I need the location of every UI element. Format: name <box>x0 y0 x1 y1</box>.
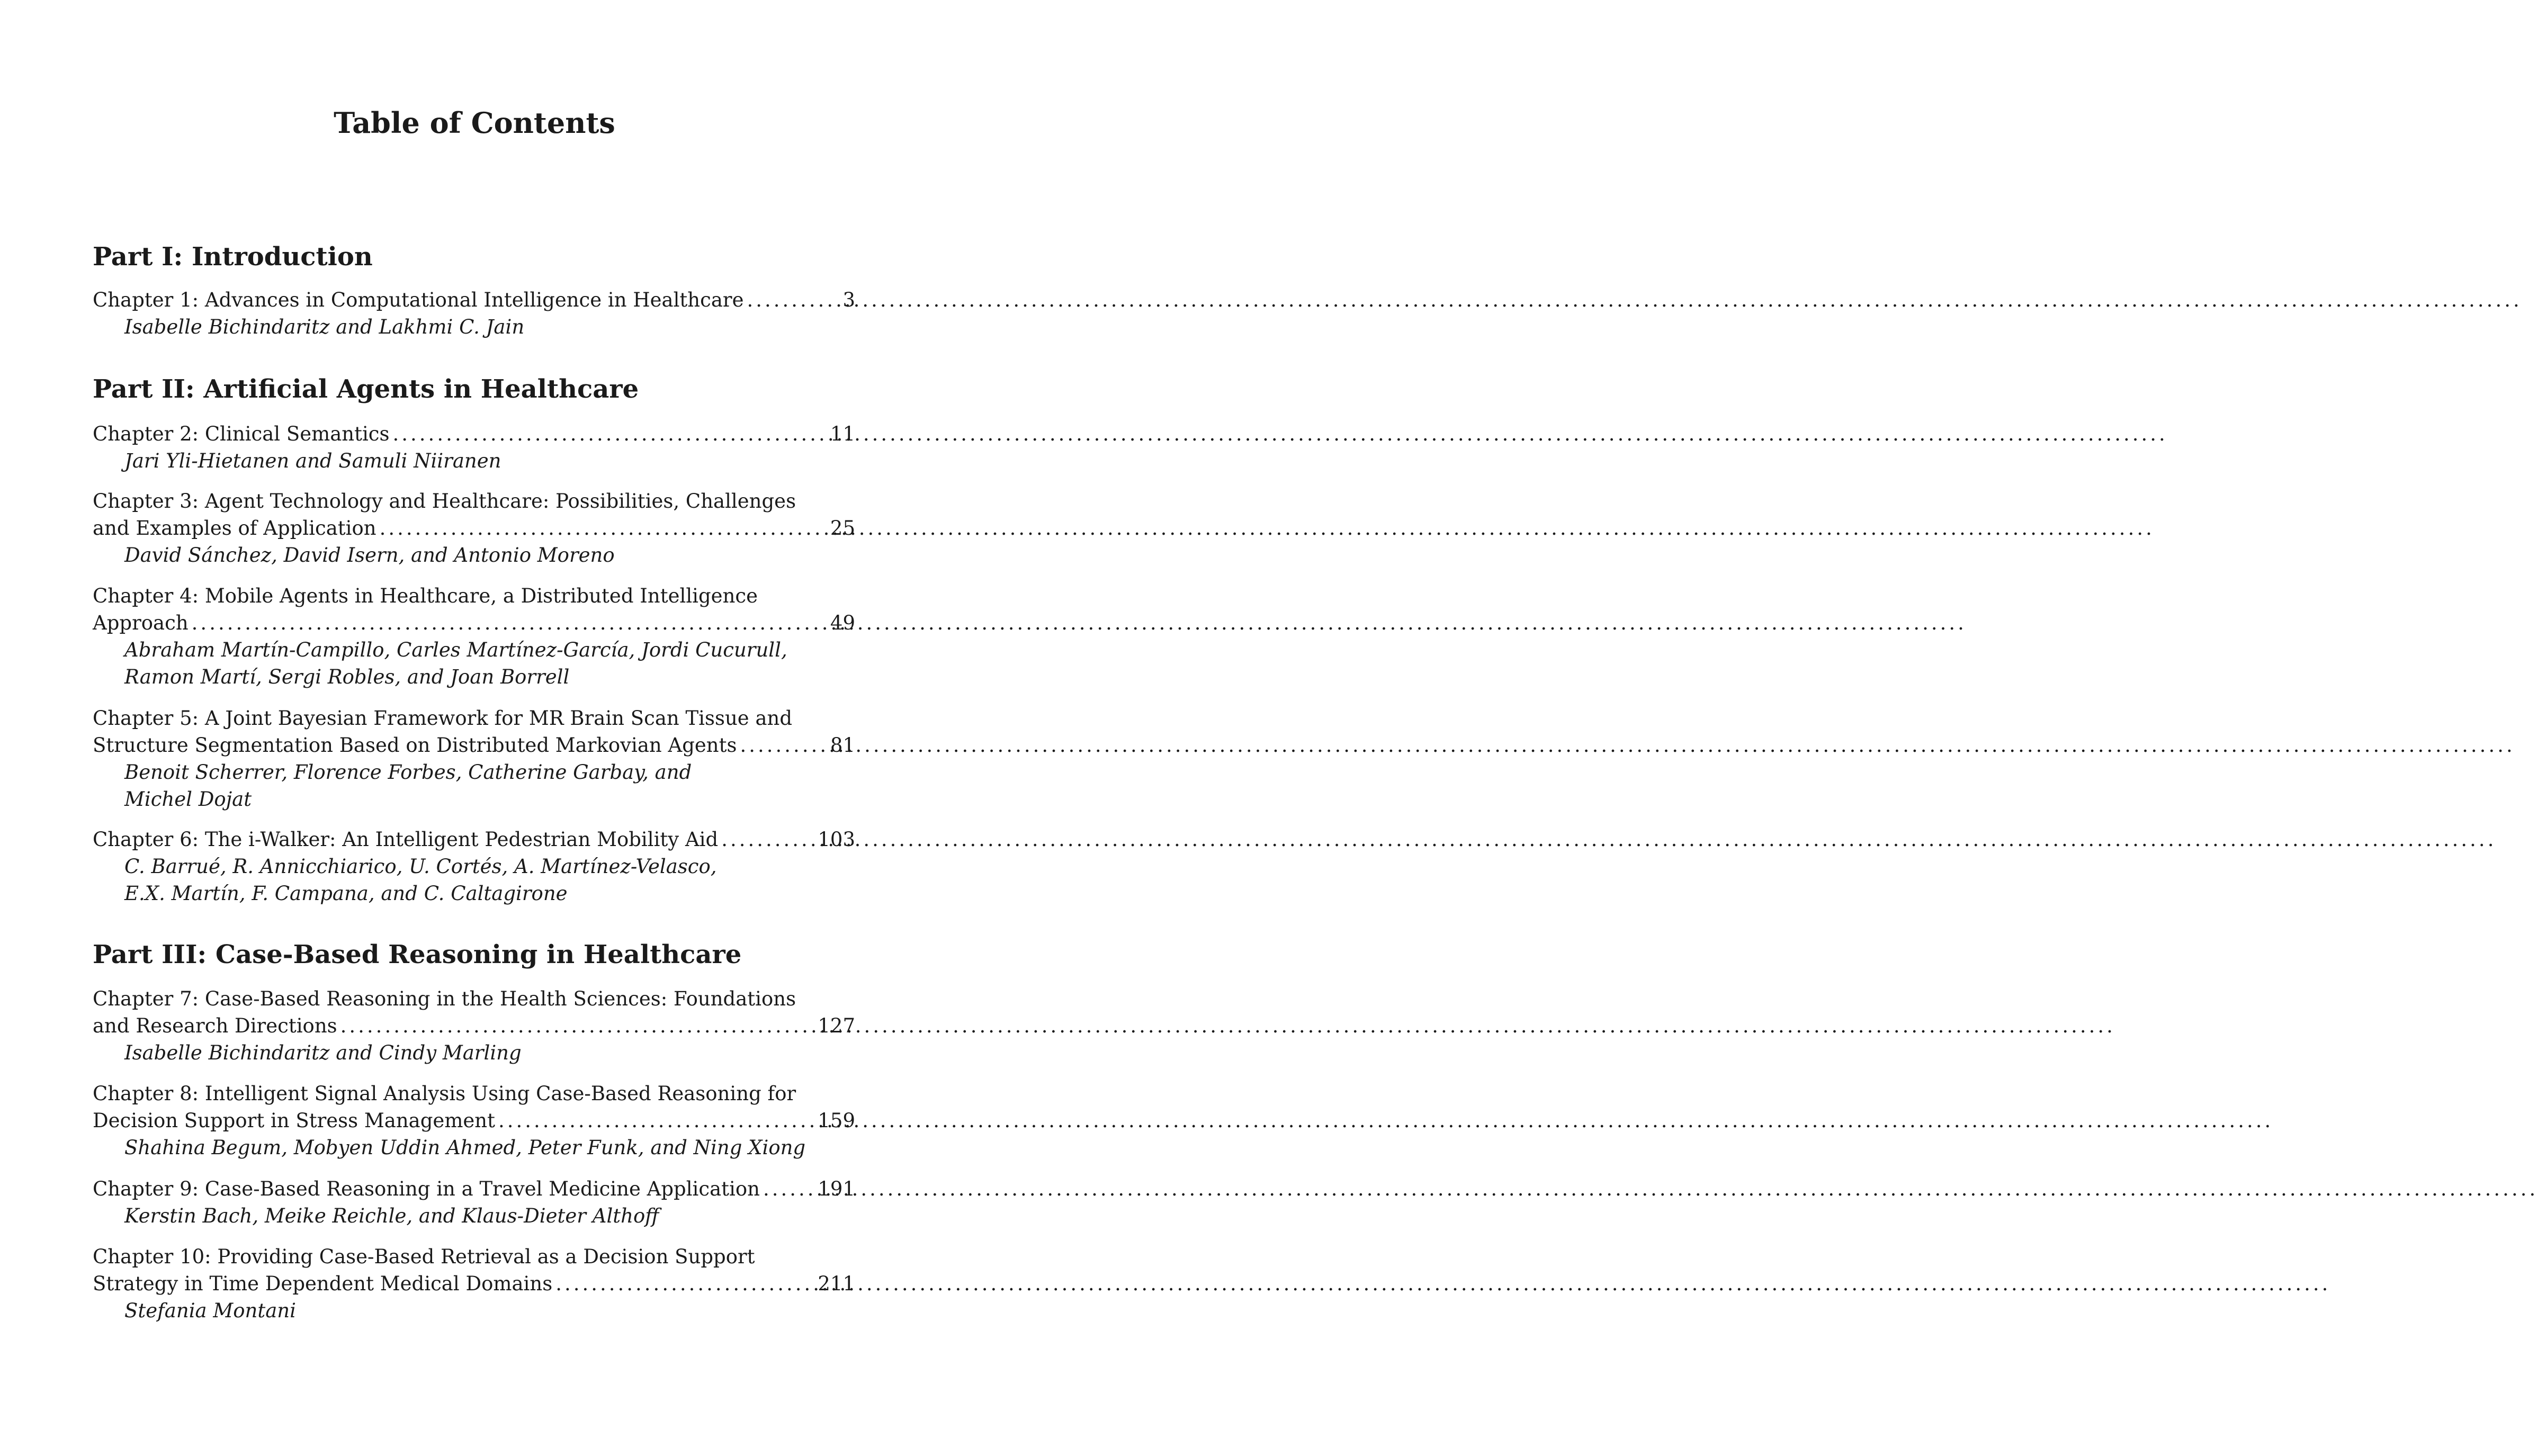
page-number: 11 <box>830 423 855 445</box>
dot-leader <box>747 286 806 313</box>
chapter-authors <box>93 1297 813 1324</box>
page-number: 211 <box>818 1272 855 1295</box>
toc-entry <box>93 582 855 690</box>
chapter-authors <box>93 313 813 340</box>
toc-entry <box>93 826 855 907</box>
chapter-title[interactable]: Decision Support in Stress Management <box>93 1109 495 1132</box>
chapter-title[interactable]: Chapter 7: Case-Based Reasoning in the Health Sciences: Foundations <box>93 987 796 1010</box>
page-number: 191 <box>818 1178 855 1200</box>
chapter-title-line <box>93 1175 855 1202</box>
dot-leader <box>380 515 806 542</box>
author-line: Michel Dojat <box>124 788 252 811</box>
chapter-title[interactable]: Chapter 10: Providing Case-Based Retrieval as a Decision Support <box>93 1245 755 1268</box>
author-line: David Sánchez, David Isern, and Antonio Moreno <box>124 544 615 567</box>
chapter-title-line <box>93 1012 855 1039</box>
page-number: 3 <box>842 289 855 311</box>
page-title: Table of Contents <box>334 106 615 140</box>
chapter-title[interactable]: Chapter 4: Mobile Agents in Healthcare, a Distributed Intelligence <box>93 585 758 607</box>
chapter-authors <box>93 636 813 690</box>
author-line: Isabelle Bichindaritz and Cindy Marling <box>124 1041 522 1064</box>
chapter-authors <box>93 1134 813 1161</box>
chapter-title-line <box>93 488 855 515</box>
toc-entry <box>93 488 855 569</box>
page-number: 103 <box>818 828 855 851</box>
page-number: 49 <box>830 612 855 634</box>
page-number: 81 <box>830 734 855 757</box>
chapter-title-line <box>93 705 855 732</box>
chapter-title[interactable]: Structure Segmentation Based on Distributed Markovian Agents <box>93 734 737 757</box>
dot-leader <box>340 1012 806 1039</box>
author-line: C. Barrué, R. Annicchiarico, U. Cortés, A. Martínez-Velasco, <box>124 855 717 878</box>
chapter-title-line <box>93 515 855 542</box>
chapter-title[interactable]: Strategy in Time Dependent Medical Domains <box>93 1272 553 1295</box>
author-line: Benoit Scherrer, Florence Forbes, Catherine Garbay, and <box>124 761 692 784</box>
author-line: Ramon Martí, Sergi Robles, and Joan Borrell <box>124 666 570 688</box>
toc-entry <box>93 1243 855 1324</box>
chapter-title-line <box>93 1270 855 1297</box>
dot-leader <box>498 1107 806 1134</box>
author-line: Stefania Montani <box>124 1299 296 1322</box>
part-heading: Part III: Case-Based Reasoning in Healthcare <box>93 940 742 969</box>
chapter-title[interactable]: Chapter 1: Advances in Computational Intelligence in Healthcare <box>93 289 744 311</box>
page-number: 127 <box>818 1014 855 1037</box>
toc-page <box>0 0 949 1456</box>
author-line: E.X. Martín, F. Campana, and C. Caltagirone <box>124 882 568 905</box>
dot-leader <box>192 609 806 636</box>
toc-entry <box>93 985 855 1066</box>
part-heading: Part II: Artificial Agents in Healthcare <box>93 374 639 404</box>
chapter-title[interactable]: Chapter 6: The i-Walker: An Intelligent Pedestrian Mobility Aid <box>93 828 719 851</box>
author-line: Jari Yli-Hietanen and Samuli Niiranen <box>124 450 501 472</box>
chapter-title-line <box>93 1243 855 1270</box>
toc-entry <box>93 1080 855 1161</box>
author-line: Kerstin Bach, Meike Reichle, and Klaus-Dieter Althoff <box>124 1205 659 1227</box>
chapter-title[interactable]: Chapter 5: A Joint Bayesian Framework for MR Brain Scan Tissue and <box>93 707 793 730</box>
chapter-authors <box>93 542 813 569</box>
chapter-authors <box>93 1202 813 1229</box>
page-number: 159 <box>818 1109 855 1132</box>
dot-leader <box>763 1175 806 1202</box>
toc-entry <box>93 286 855 340</box>
author-line: Isabelle Bichindaritz and Lakhmi C. Jain <box>124 316 525 338</box>
chapter-authors <box>93 1039 813 1066</box>
part-heading: Part I: Introduction <box>93 242 373 272</box>
chapter-title-line <box>93 286 855 313</box>
chapter-title[interactable]: Chapter 9: Case-Based Reasoning in a Travel Medicine Application <box>93 1178 760 1200</box>
chapter-title-line <box>93 420 855 447</box>
chapter-title[interactable]: Chapter 8: Intelligent Signal Analysis Using Case-Based Reasoning for <box>93 1082 796 1105</box>
chapter-title[interactable]: and Examples of Application <box>93 517 376 540</box>
chapter-title[interactable]: Chapter 2: Clinical Semantics <box>93 423 390 445</box>
chapter-title-line <box>93 1080 855 1107</box>
dot-leader <box>393 420 806 447</box>
chapter-title[interactable]: Chapter 3: Agent Technology and Healthcare: Possibilities, Challenges <box>93 490 796 513</box>
chapter-title[interactable]: Approach <box>93 612 189 634</box>
chapter-title-line <box>93 1107 855 1134</box>
dot-leader <box>555 1270 806 1297</box>
chapter-title-line <box>93 826 855 853</box>
dot-leader <box>740 732 806 759</box>
toc-entry <box>93 705 855 813</box>
chapter-title-line <box>93 582 855 609</box>
chapter-authors <box>93 759 813 813</box>
author-line: Shahina Begum, Mobyen Uddin Ahmed, Peter Funk, and Ning Xiong <box>124 1136 806 1159</box>
toc-entry <box>93 420 855 474</box>
chapter-authors <box>93 853 813 907</box>
chapter-title-line <box>93 609 855 636</box>
chapter-title-line <box>93 985 855 1012</box>
chapter-title[interactable]: and Research Directions <box>93 1014 337 1037</box>
toc-entry <box>93 1175 855 1229</box>
dot-leader <box>721 826 806 853</box>
chapter-title-line <box>93 732 855 759</box>
page-number: 25 <box>830 517 855 540</box>
chapter-authors <box>93 447 813 474</box>
author-line: Abraham Martín-Campillo, Carles Martínez-García, Jordi Cucurull, <box>124 639 787 661</box>
